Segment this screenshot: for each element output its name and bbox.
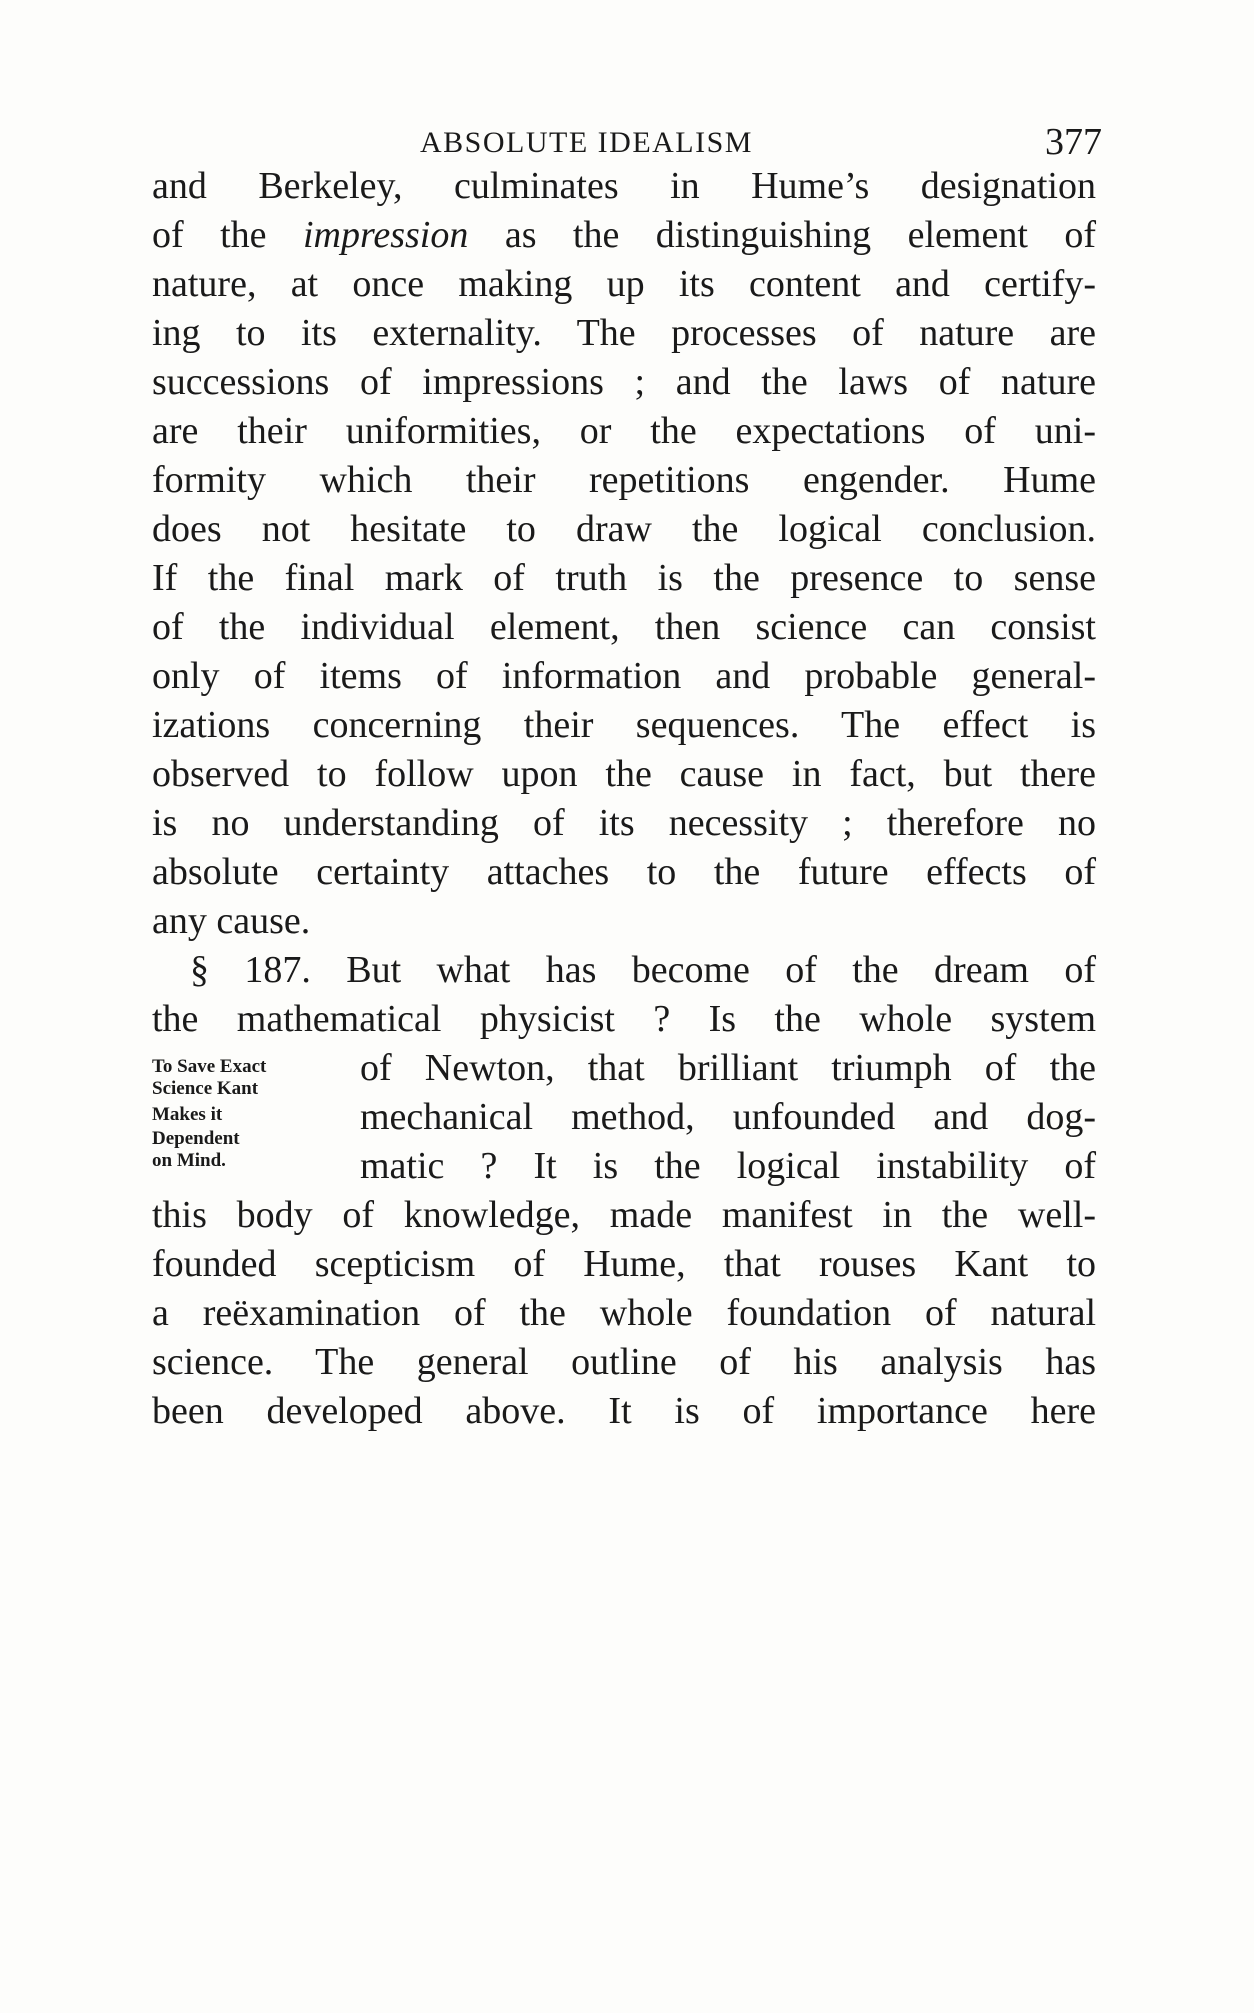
text-line: only of items of information and probable general- bbox=[152, 655, 1096, 697]
text-line: formity which their repetitions engender. Hume bbox=[152, 459, 1096, 501]
text-line: mechanical method, unfounded and dog- bbox=[360, 1096, 1096, 1138]
text-line: ing to its externality. The processes of nature are bbox=[152, 312, 1096, 354]
text-line: science. The general outline of his analysis has bbox=[152, 1341, 1096, 1383]
marginal-note-line: Dependent bbox=[152, 1128, 240, 1149]
marginal-note-line: Makes it bbox=[152, 1104, 223, 1125]
marginal-note-line: on Mind. bbox=[152, 1150, 226, 1171]
text-line: is no understanding of its necessity ; therefore no bbox=[152, 802, 1096, 844]
text-line: are their uniformities, or the expectations of uni- bbox=[152, 410, 1096, 452]
text-line: successions of impressions ; and the laws of nature bbox=[152, 361, 1096, 403]
text-line: observed to follow upon the cause in fact, but there bbox=[152, 753, 1096, 795]
italic-term: impression bbox=[302, 214, 469, 256]
text-line: this body of knowledge, made manifest in the well- bbox=[152, 1194, 1096, 1236]
text-line: and Berkeley, culminates in Hume’s designation bbox=[152, 165, 1096, 207]
section-start-line: § 187. But what has become of the dream of bbox=[190, 949, 1096, 991]
text-line: a reëxamination of the whole foundation of natural bbox=[152, 1292, 1096, 1334]
text-fragment: as the distinguishing element of bbox=[504, 214, 1096, 256]
text-line: absolute certainty attaches to the future effects of bbox=[152, 851, 1096, 893]
text-line: been developed above. It is of importance here bbox=[152, 1390, 1096, 1432]
text-line: the mathematical physicist ? Is the whole system bbox=[152, 998, 1096, 1040]
marginal-note-line: To Save Exact bbox=[152, 1056, 267, 1077]
text-line: nature, at once making up its content and certify- bbox=[152, 263, 1096, 305]
page-number: 377 bbox=[1045, 121, 1102, 163]
text-line: of the individual element, then science can consist bbox=[152, 606, 1096, 648]
text-line: of Newton, that brilliant triumph of the bbox=[360, 1047, 1096, 1089]
text-line: founded scepticism of Hume, that rouses Kant to bbox=[152, 1243, 1096, 1285]
text-line: any cause. bbox=[152, 900, 311, 942]
text-line: If the final mark of truth is the presence to sense bbox=[152, 557, 1096, 599]
text-line: matic ? It is the logical instability of bbox=[360, 1145, 1096, 1187]
text-line: does not hesitate to draw the logical conclusion. bbox=[152, 508, 1096, 550]
marginal-note-line: Science Kant bbox=[152, 1078, 259, 1099]
running-title: ABSOLUTE IDEALISM bbox=[420, 126, 753, 159]
text-fragment: of the bbox=[152, 214, 267, 256]
text-line: izations concerning their sequences. The effect is bbox=[152, 704, 1096, 746]
